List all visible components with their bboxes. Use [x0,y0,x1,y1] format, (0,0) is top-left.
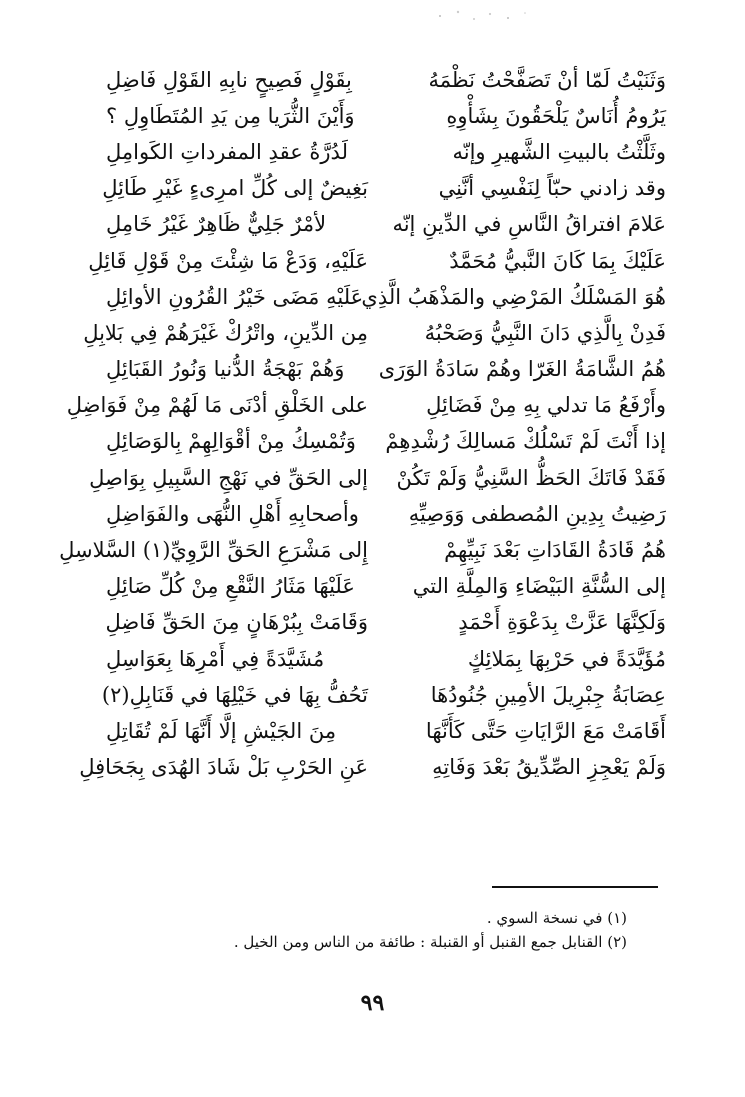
second-hemistich: إلى الحَقِّ في نَهْجِ السَّبِيلِ بِوَاصِلِ [89,465,368,490]
verse-line [106,496,666,532]
footnote-1: (١) في نسخة السوي . [486,909,627,927]
verse-line [106,605,666,641]
second-hemistich: تَحُفُّ بِهَا في خَيْلِهَا في قَنَابِلِ(٢) [101,682,368,707]
verse-line [106,713,666,749]
first-hemistich: وثَلَّثْتُ بالبيتِ الشَّهيرِ وإنّه [452,139,666,164]
first-hemistich: يَرُومُ أُنَاسٌ يَلْحَقُونَ بِشَأْوِهِ [446,103,666,128]
verse-line [79,750,666,786]
second-hemistich: بِقَوْلٍ فَصِيحٍ نابِهِ القَوْلِ فَاضِلِ [106,67,352,92]
footnotes [207,906,627,954]
scan-specks [430,4,540,30]
second-hemistich: وأصحابِهِ أَهْلِ النُّهَى والفَوَاضِلِ [106,501,359,526]
verse-line [102,171,666,207]
first-hemistich: وَثَنَيْتُ لَمّا أنْ تَصَفَّحْتُ نَظْمَهُ [428,67,666,92]
first-hemistich: وَلَكِنَّهَا عَزَّتْ بِدَعْوَةِ أَحْمَدٍ [458,610,666,635]
second-hemistich: مُشَيَّدَةً فِي أَمْرِهَا بِعَوَاسِلِ [106,646,325,671]
verse-line [106,98,666,134]
second-hemistich: وَهُمْ بَهْجَةُ الدُّنيا وَنُورُ القَبَائِلِ [106,357,345,382]
second-hemistich: مِنَ الجَيْشِ إلَّا أَنَّهَا لَمْ تُقَاتِلِ [106,718,337,743]
page-number: ٩٩ [360,990,385,1016]
verse-line [59,532,666,568]
first-hemistich: هُمُ الشَّامَةُ الغَرّا وهُمْ سَادَةُ الوَرَى [378,357,666,382]
footnote-2: (٢) القنابل جمع القنبل أو القنبلة : طائفة من الناس ومن الخيل . [233,933,627,951]
second-hemistich: وَقَامَتْ بِبُرْهَانٍ مِنَ الحَقِّ فَاضِلِ [105,610,368,635]
first-hemistich: عَلامَ افتراقُ النَّاسِ في الدِّينِ إنّه [392,212,666,237]
verse-line [66,388,666,424]
verse-line [106,569,666,605]
verse-line [106,134,666,170]
first-hemistich: هُوَ المَسْلَكُ المَرْضِي والمَذْهَبُ الَّذِي [361,284,666,309]
first-hemistich: هُمُ قَادَةُ القَادَاتِ بَعْدَ نَبِيِّهِمْ [444,538,666,563]
verse-line [106,207,666,243]
second-hemistich: إِلى مَشْرَعِ الحَقِّ الرَّوِيِّ(١) السَّلاسِلِ [59,538,368,563]
first-hemistich: عَلَيْكَ بِمَا كَانَ النَّبيُّ مُحَمَّدٌ [449,248,666,273]
second-hemistich: عَلَيْهَا مَثَارُ النَّقْعِ مِنْ كُلِّ صَائِلِ [106,574,355,599]
verse-line [101,677,666,713]
second-hemistich: لَدُرَّةُ عقدِ المفرداتِ الكَوامِلِ [106,139,348,164]
first-hemistich: عِصَابَةُ جِبْرِيلَ الأمِينِ جُنُودُهَا [430,682,666,707]
first-hemistich: إلى السُّنَّةِ البَيْضَاءِ وَالمِلَّةِ التي [412,574,666,599]
verse-line [89,460,666,496]
second-hemistich: وَتُمْسِكُ مِنْ أقْوَالِهِمْ بِالوَصَائِلِ [106,429,356,454]
first-hemistich: فَقَدْ فَاتَكَ الحَظُّ السَّنِيُّ وَلَمْ تَكُنْ [396,465,666,490]
footnote-rule [492,886,658,888]
first-hemistich: إذا أَنْتَ لَمْ تَسْلُكْ مَسالِكَ رُشْدِهِمْ [385,429,666,454]
verse-line [106,279,666,315]
second-hemistich: على الخَلْقِ أدْنَى مَا لَهُمْ مِنْ فَوَاضِلِ [66,393,368,418]
first-hemistich: فَدِنْ بِالَّذِي دَانَ النَّبِيُّ وَصَحْبُهُ [424,320,666,345]
second-hemistich: لأمْرٌ جَلِيٌّ ظَاهِرٌ غَيْرُ خَامِلِ [106,212,327,237]
verse-line [106,641,666,677]
verse-line [88,243,666,279]
first-hemistich: وأَرْفَعُ مَا تدلي بِهِ مِنْ فَضَائِلِ [426,393,666,418]
second-hemistich: وَأَيْنَ الثُّرَيا مِن يَدِ المُتَطَاوِلِ ؟ [106,103,355,128]
second-hemistich: مِن الدِّينِ، واتْرُكْ غَيْرَهُمْ فِي بَلابِلِ [83,320,368,345]
first-hemistich: رَضِيتُ بِدِينِ المُصطفى وَوَصِيِّهِ [408,501,666,526]
verse-line [106,424,666,460]
first-hemistich: أَقَامَتْ مَعَ الرَّايَاتِ حَتَّى كَأَنَّهَا [425,718,666,743]
poem [59,62,666,786]
second-hemistich: عَنِ الحَرْبِ بَلْ شَادَ الهُدَى بِجَحَافِلِ [79,755,368,780]
first-hemistich: وقد زادني حبّاً لِنَفْسِي أنَّنِي [438,176,666,201]
first-hemistich: وَلَمْ يَعْجِزِ الصِّدِّيقُ بَعْدَ وَفَاتِهِ [432,755,666,780]
second-hemistich: عَلَيْهِ مَضَى خَيْرُ القُرُونِ الأوائِلِ [106,284,364,309]
first-hemistich: مُؤَيَّدَةً في حَرْبِهَا بِمَلائِكٍ [467,646,666,671]
verse-line [106,352,666,388]
verse-line [83,315,666,351]
second-hemistich: بَغِيضٌ إلى كُلِّ امرِىءٍ غَيْرِ طَائِلِ [102,176,368,201]
verse-line [106,62,666,98]
second-hemistich: عَلَيْهِ، وَدَعْ مَا شِئْتَ مِنْ قَوْلِ قَائِلِ [88,248,368,273]
